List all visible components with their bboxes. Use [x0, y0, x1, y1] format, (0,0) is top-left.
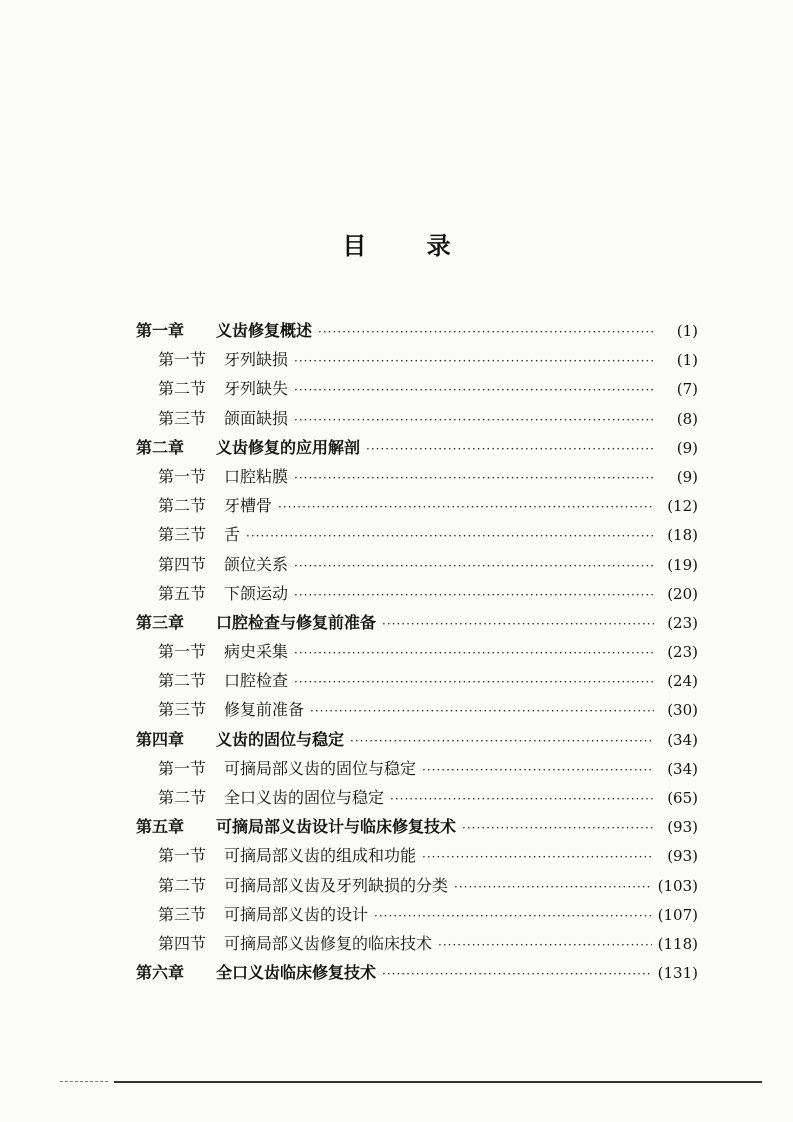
- toc-entry-number: 第二节: [158, 671, 207, 691]
- toc-chapter-entry: [136, 814, 698, 843]
- toc-entry-page: (23): [667, 643, 698, 662]
- toc-entry-page: (65): [667, 789, 698, 807]
- toc-section-entry: [136, 406, 698, 435]
- toc-entry-number: 第一节: [158, 466, 207, 486]
- toc-entry-title: 可摘局部义齿及牙列缺损的分类: [224, 875, 449, 895]
- toc-entry-page: (103): [657, 876, 698, 895]
- toc-section-entry: [136, 464, 698, 493]
- toc-dot-leader: [278, 500, 654, 514]
- toc-entry-page: (18): [667, 526, 698, 545]
- toc-entry-number: 第四章: [136, 729, 185, 749]
- toc-entry-page: (12): [667, 497, 698, 516]
- toc-chapter-entry: [136, 435, 698, 464]
- toc-dot-leader: [310, 704, 654, 718]
- toc-entry-page: (19): [667, 555, 698, 574]
- toc-section-entry: [136, 347, 698, 376]
- toc-entry-title: 口腔检查与修复前准备: [216, 612, 377, 632]
- toc-entry-number: 第一节: [158, 758, 207, 778]
- toc-section-entry: [136, 552, 698, 581]
- toc-dot-leader: [294, 588, 654, 602]
- footer-dashed-rule: [60, 1081, 108, 1082]
- toc-dot-leader: [294, 471, 654, 485]
- toc-dot-leader: [390, 792, 654, 806]
- toc-entry-title: 全口义齿的固位与稳定: [224, 788, 385, 807]
- toc-section-entry: [136, 697, 698, 726]
- toc-entry-number: 第五节: [158, 583, 207, 603]
- toc-section-entry: [136, 756, 698, 785]
- toc-dot-leader: [294, 354, 654, 368]
- toc-dot-leader: [454, 880, 652, 894]
- toc-dot-leader: [422, 850, 654, 864]
- toc-dot-leader: [294, 413, 654, 427]
- toc-entry-page: (30): [667, 701, 698, 720]
- toc-entry-title: 牙槽骨: [224, 496, 273, 516]
- toc-entry-page: (7): [676, 380, 698, 399]
- toc-entry-number: 第二节: [158, 496, 207, 516]
- toc-entry-title: 可摘局部义齿设计与临床修复技术: [216, 817, 457, 837]
- toc-dot-leader: [294, 675, 654, 689]
- toc-dot-leader: [462, 821, 654, 835]
- toc-dot-leader: [374, 909, 652, 923]
- toc-entry-page: (118): [657, 934, 698, 953]
- toc-entry-title: 可摘局部义齿的组成和功能: [224, 846, 417, 866]
- toc-section-entry: [136, 843, 698, 872]
- toc-entry-title: 口腔检查: [224, 671, 289, 691]
- toc-dot-leader: [366, 442, 654, 456]
- toc-entry-page: (93): [667, 847, 698, 866]
- toc-section-entry: [136, 668, 698, 697]
- toc-entry-page: (8): [676, 409, 698, 428]
- toc-section-entry: [136, 639, 698, 668]
- toc-entry-number: 第一节: [158, 846, 207, 866]
- toc-entry-title: 牙列缺损: [224, 350, 289, 370]
- table-of-contents: [136, 318, 698, 989]
- toc-section-entry: [136, 873, 698, 902]
- toc-entry-title: 颌面缺损: [224, 408, 289, 428]
- toc-entry-page: (23): [667, 613, 698, 632]
- toc-entry-number: 第二章: [136, 437, 185, 457]
- toc-entry-title: 全口义齿临床修复技术: [216, 963, 377, 983]
- toc-entry-title: 可摘局部义齿的固位与稳定: [224, 758, 417, 778]
- toc-dot-leader: [246, 529, 654, 543]
- toc-chapter-entry: [136, 727, 698, 756]
- toc-section-entry: [136, 902, 698, 931]
- toc-chapter-entry: [136, 318, 698, 347]
- toc-entry-number: 第四节: [158, 933, 207, 953]
- toc-dot-leader: [382, 617, 654, 631]
- toc-entry-page: (1): [676, 322, 698, 340]
- toc-entry-number: 第一章: [136, 321, 185, 340]
- toc-entry-page: (1): [676, 351, 698, 370]
- toc-section-entry: [136, 376, 698, 405]
- toc-section-entry: [136, 493, 698, 522]
- toc-entry-number: 第三节: [158, 700, 207, 720]
- page-title: 目 录: [342, 232, 477, 260]
- toc-entry-title: 颌位关系: [224, 554, 289, 574]
- toc-entry-number: 第三节: [158, 525, 207, 545]
- toc-entry-number: 第四节: [158, 554, 207, 574]
- toc-entry-page: (34): [667, 730, 698, 749]
- toc-dot-leader: [318, 325, 654, 339]
- toc-entry-page: (9): [676, 438, 698, 457]
- toc-entry-number: 第三节: [158, 904, 207, 924]
- toc-dot-leader: [382, 967, 652, 981]
- toc-entry-number: 第一节: [158, 642, 207, 662]
- toc-entry-page: (24): [667, 672, 698, 691]
- toc-section-entry: [136, 931, 698, 960]
- toc-entry-number: 第六章: [136, 963, 185, 983]
- toc-chapter-entry: [136, 960, 698, 989]
- toc-entry-title: 可摘局部义齿的设计: [224, 904, 369, 924]
- toc-entry-page: (34): [667, 759, 698, 778]
- toc-dot-leader: [350, 734, 654, 748]
- toc-dot-leader: [294, 646, 654, 660]
- toc-entry-page: (20): [667, 584, 698, 603]
- toc-entry-title: 病史采集: [224, 642, 289, 662]
- toc-dot-leader: [422, 763, 654, 777]
- toc-entry-title: 修复前准备: [224, 700, 305, 720]
- toc-entry-title: 义齿修复概述: [216, 321, 313, 340]
- toc-entry-title: 下颌运动: [224, 583, 289, 603]
- toc-dot-leader: [438, 938, 652, 952]
- toc-entry-number: 第五章: [136, 817, 185, 837]
- toc-entry-title: 口腔粘膜: [224, 466, 289, 486]
- toc-entry-number: 第三章: [136, 612, 185, 632]
- toc-entry-page: (107): [657, 905, 698, 924]
- toc-entry-page: (131): [657, 964, 698, 983]
- toc-entry-page: (9): [676, 467, 698, 486]
- toc-entry-number: 第二节: [158, 379, 207, 399]
- toc-dot-leader: [294, 559, 654, 573]
- toc-entry-number: 第一节: [158, 350, 207, 370]
- toc-dot-leader: [294, 383, 654, 397]
- toc-entry-number: 第二节: [158, 788, 207, 807]
- footer-rule: [114, 1081, 762, 1083]
- toc-entry-number: 第三节: [158, 408, 207, 428]
- toc-section-entry: [136, 785, 698, 814]
- toc-entry-title: 可摘局部义齿修复的临床技术: [224, 933, 433, 953]
- toc-section-entry: [136, 522, 698, 551]
- toc-section-entry: [136, 581, 698, 610]
- toc-entry-title: 舌: [224, 525, 241, 545]
- toc-entry-title: 牙列缺失: [224, 379, 289, 399]
- toc-chapter-entry: [136, 610, 698, 639]
- toc-entry-title: 义齿的固位与稳定: [216, 729, 345, 749]
- toc-entry-title: 义齿修复的应用解剖: [216, 437, 361, 457]
- toc-entry-number: 第二节: [158, 875, 207, 895]
- toc-entry-page: (93): [667, 818, 698, 837]
